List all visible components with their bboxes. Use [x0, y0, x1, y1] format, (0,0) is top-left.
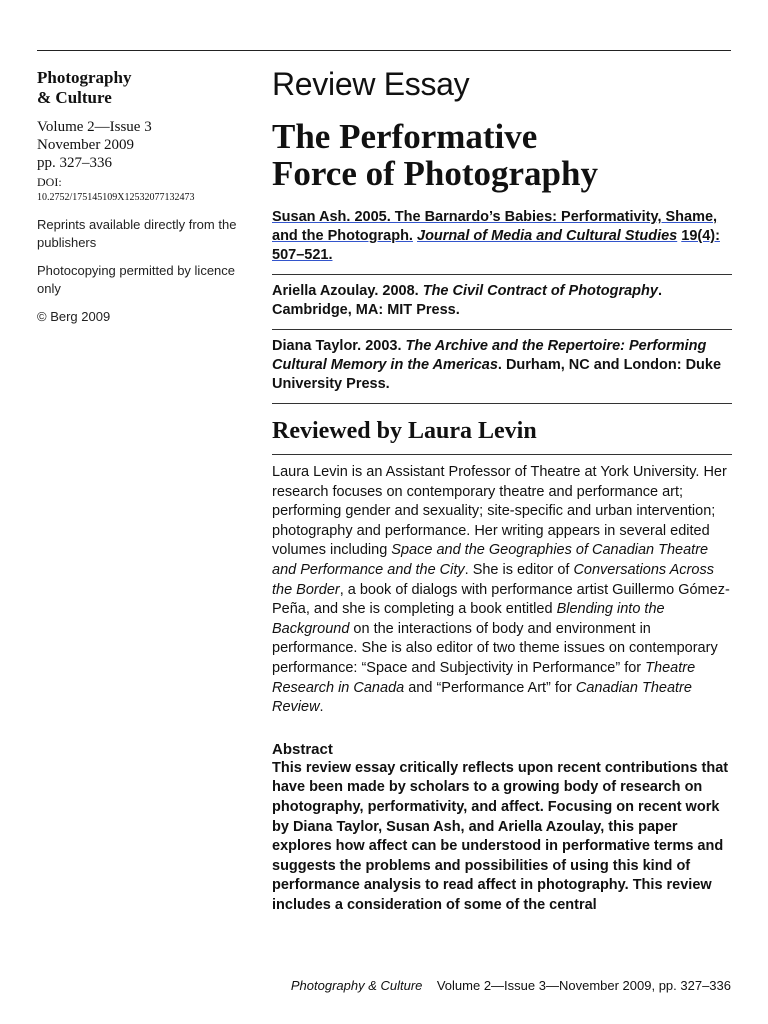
divider — [272, 454, 732, 455]
bio-title: Conversations Across the Border — [272, 561, 714, 598]
review-item-ash[interactable] — [272, 208, 732, 274]
review-book-title: The Archive and the Repertoire: Performing Cultural Memory in the Americas — [272, 338, 707, 373]
reprints-note: Reprints available directly from the publishers — [37, 217, 237, 250]
footer-details: Volume 2—Issue 3—November 2009, pp. 327–336 — [422, 978, 731, 993]
page-range: pp. 327–336 — [37, 155, 112, 171]
title-line2: Force of Photography — [272, 154, 598, 193]
review-details: 19(4): 507–521. — [272, 228, 720, 263]
title-line1: The Performative — [272, 117, 538, 156]
review-publisher: . Cambridge, MA: MIT Press. — [272, 283, 662, 318]
journal-name-line2: & Culture — [37, 88, 112, 107]
review-author-year: Ariella Azoulay. 2008. — [272, 283, 419, 299]
bio-text: . — [319, 699, 324, 716]
bio-title: Canadian Theatre Review — [272, 679, 692, 716]
doi-label: DOI: — [37, 175, 62, 189]
bio-text: and “Performance Art” for — [404, 679, 576, 696]
page-footer — [291, 978, 731, 993]
article-title — [272, 118, 732, 192]
abstract-text: This review essay critically reflects upon recent contributions that have been made by scholars to a growing body of research on photography, performativity, and affect. Focusing on recent work by Diana Taylor, Susan Ash, and Ariella Azoulay, this paper explores how affect can be understood in performative terms and suggests the problems and possibilities of using this kind of performance analysis to read affect in photography. This review includes a consideration of some of the central — [272, 759, 729, 913]
reviewed-works — [272, 208, 732, 404]
review-citation: Susan Ash. 2005. The Barnardo’s Babies: Performativity, Shame, and the Photograph. — [272, 209, 718, 244]
bio-title: Theatre Research in Canada — [272, 659, 696, 696]
reviewer-heading: Reviewed by Laura Levin — [272, 418, 537, 444]
bio-title: Space and the Geographies of Canadian Theatre and Performance and the City — [272, 542, 709, 578]
doi — [37, 174, 252, 206]
top-rule — [37, 50, 731, 51]
main-column — [272, 64, 732, 915]
review-journal: Journal of Media and Cultural Studies — [417, 228, 678, 244]
doi-value[interactable]: 10.2752/175145109X12532077132473 — [37, 192, 195, 203]
volume-issue: Volume 2—Issue 3 — [37, 119, 152, 135]
journal-name-line1: Photography — [37, 68, 132, 87]
review-author-year: Diana Taylor. 2003. — [272, 338, 402, 354]
bio-text: on the interactions of body and environment in performance. She is also editor of two theme issues on contemporary performance: “Space and Subjectivity in Performance” for — [272, 620, 718, 676]
review-publisher: . Durham, NC and London: Duke University Press. — [272, 357, 722, 392]
section-label: Review Essay — [272, 66, 470, 102]
bio-text: Laura Levin is an Assistant Professor of Theatre at York University. Her research focuses on contemporary theatre and performance art; performing gender and sexuality; site-specific and urban intervention; photography and performance. Her writing appears in several edited volumes including — [272, 464, 727, 559]
copyright: © Berg 2009 — [37, 309, 111, 324]
issue-date: November 2009 — [37, 137, 135, 153]
sidebar — [37, 68, 252, 326]
review-item-azoulay — [272, 275, 732, 329]
journal-name — [37, 68, 252, 108]
footer-journal: Photography & Culture — [290, 978, 423, 993]
author-bio — [272, 463, 732, 718]
review-item-taylor — [272, 330, 732, 403]
bio-title: Blending into the Background — [272, 601, 665, 637]
abstract-heading: Abstract — [272, 740, 333, 758]
review-book-title: The Civil Contract of Photography — [422, 283, 658, 299]
bio-text: , a book of dialogs with performance artist Guillermo Gómez-Peña, and she is completing a book entitled — [272, 581, 730, 618]
photocopy-note: Photocopying permitted by licence only — [37, 263, 236, 296]
issue-info — [37, 118, 252, 172]
bio-text: . She is editor of — [464, 561, 574, 578]
